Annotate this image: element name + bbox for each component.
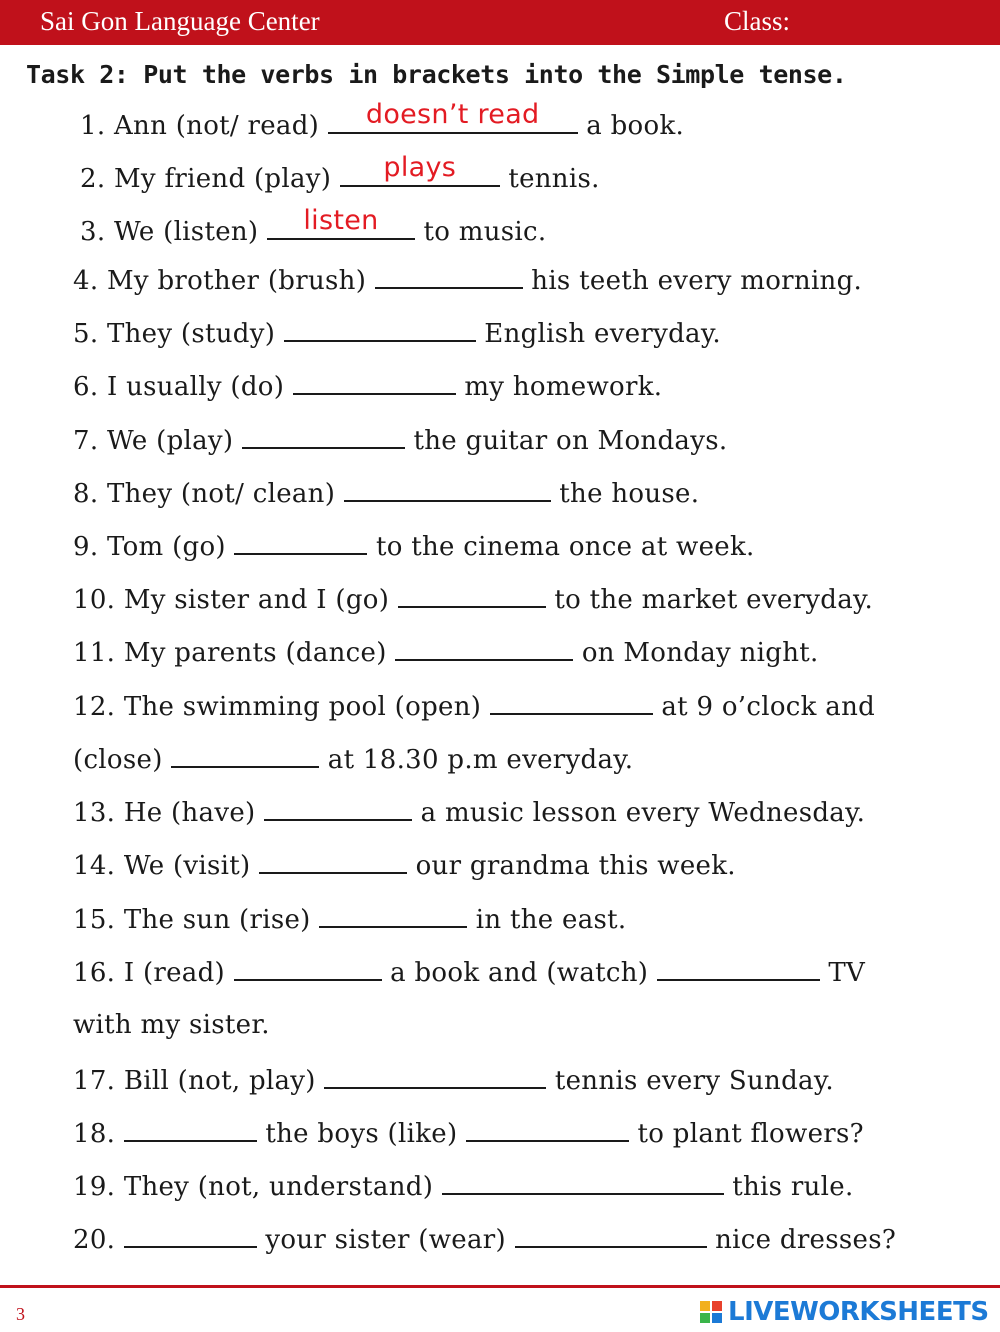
answer-blank[interactable] (242, 423, 405, 449)
answer-blank[interactable] (234, 955, 382, 981)
header-bar (0, 0, 1000, 45)
answer-blank[interactable] (324, 1063, 546, 1089)
answer-text: plays (383, 152, 457, 183)
answer-blank[interactable] (490, 689, 653, 715)
answer-blank[interactable] (124, 1116, 257, 1142)
answer-blank[interactable] (328, 99, 578, 134)
exercise-line: 15. The sun (rise) in the east. (73, 902, 626, 935)
exercise-line: 14. We (visit) our grandma this week. (73, 848, 736, 881)
answer-blank[interactable] (171, 742, 319, 768)
exercise-line: 2. My friend (play) plays tennis. (80, 152, 600, 194)
answer-blank[interactable] (375, 263, 523, 289)
footer-divider (0, 1285, 1000, 1288)
exercise-line: 9. Tom (go) to the cinema once at week. (73, 529, 755, 562)
exercise-line: 16. I (read) a book and (watch) TV (73, 955, 865, 988)
exercise-line: 11. My parents (dance) on Monday night. (73, 635, 819, 668)
answer-blank[interactable] (124, 1222, 257, 1248)
answer-text: doesn’t read (365, 99, 540, 130)
logo-icon (700, 1301, 722, 1323)
exercise-line: 5. They (study) English everyday. (73, 316, 721, 349)
answer-blank[interactable] (515, 1222, 707, 1248)
exercise-line: 20. your sister (wear) nice dresses? (73, 1222, 896, 1255)
exercise-line: 18. the boys (like) to plant flowers? (73, 1116, 864, 1149)
liveworksheets-logo[interactable] (700, 1297, 989, 1327)
answer-blank[interactable] (259, 848, 407, 874)
answer-blank[interactable] (293, 369, 456, 395)
answer-blank[interactable] (466, 1116, 629, 1142)
exercise-line: 19. They (not, understand) this rule. (73, 1169, 854, 1202)
exercise-line: 12. The swimming pool (open) at 9 o’clock and (73, 689, 875, 722)
exercise-line: 3. We (listen) listen to music. (80, 205, 547, 247)
exercise-line: 6. I usually (do) my homework. (73, 369, 662, 402)
exercise-line: 8. They (not/ clean) the house. (73, 476, 699, 509)
page-number: 3 (16, 1304, 25, 1324)
exercise-line: 7. We (play) the guitar on Mondays. (73, 423, 727, 456)
answer-blank[interactable] (340, 152, 500, 187)
exercise-line: with my sister. (73, 1010, 270, 1040)
exercise-line: 4. My brother (brush) his teeth every morning. (73, 263, 862, 296)
answer-blank[interactable] (264, 795, 412, 821)
answer-blank[interactable] (442, 1169, 724, 1195)
exercise-line: 1. Ann (not/ read) doesn’t read a book. (80, 99, 685, 141)
exercise-line: 17. Bill (not, play) tennis every Sunday. (73, 1063, 834, 1096)
answer-blank[interactable] (284, 316, 476, 342)
logo-text: LIVEWORKSHEETS (728, 1297, 989, 1327)
answer-blank[interactable] (657, 955, 820, 981)
answer-blank[interactable] (344, 476, 551, 502)
answer-text: listen (303, 205, 379, 236)
answer-blank[interactable] (395, 635, 573, 661)
answer-blank[interactable] (398, 582, 546, 608)
exercise-line: 13. He (have) a music lesson every Wednesday. (73, 795, 865, 828)
exercise-line: (close) at 18.30 p.m everyday. (73, 742, 633, 775)
answer-blank[interactable] (267, 205, 415, 240)
answer-blank[interactable] (319, 902, 467, 928)
class-label: Class: (724, 6, 791, 36)
answer-blank[interactable] (234, 529, 367, 555)
exercise-line: 10. My sister and I (go) to the market everyday. (73, 582, 873, 615)
school-name: Sai Gon Language Center (40, 6, 320, 36)
task-title: Task 2: Put the verbs in brackets into the Simple tense. (26, 60, 847, 89)
